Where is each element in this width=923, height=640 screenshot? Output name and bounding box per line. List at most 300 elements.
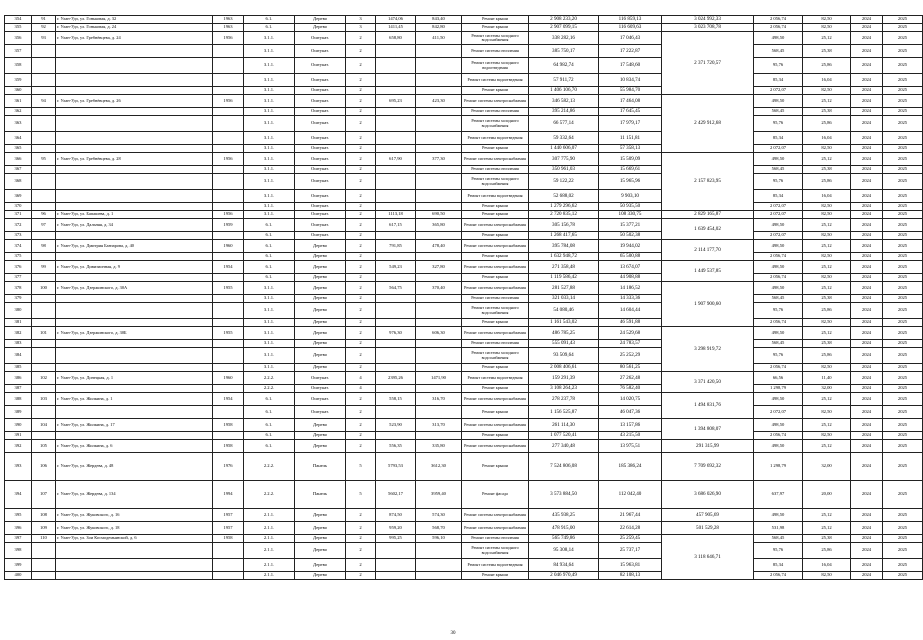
cell-work: Ремонт системы холодного водоотведения <box>462 58 529 74</box>
cell-cost: 52 688,02 <box>529 190 599 203</box>
cell-addr <box>56 108 213 116</box>
cell-work: Ремонт системы водоотведения <box>462 132 529 145</box>
cell-work: Ремонт крыши <box>462 453 529 481</box>
cell-y2: 2025 <box>883 295 923 303</box>
cell-y1: 2024 <box>851 372 883 385</box>
cell-y1: 2024 <box>851 116 883 132</box>
cell-n: 354 <box>5 16 32 24</box>
cell-unit: 498,50 <box>754 393 803 406</box>
cell-unit: 1 298,79 <box>754 385 803 393</box>
cell-addr <box>56 174 213 190</box>
cell-fl: 3 <box>346 24 376 32</box>
cell-work: Ремонт крыши <box>462 572 529 580</box>
cell-lim: 82,50 <box>803 16 851 24</box>
cell-total: 3 024 992,33 <box>662 16 754 24</box>
cell-a2 <box>416 174 462 190</box>
cell-fl: 2 <box>346 274 376 282</box>
cell-y1: 2024 <box>851 45 883 58</box>
cell-a2: 1471,90 <box>416 372 462 385</box>
cell-mat: Оштукат. <box>295 74 346 87</box>
cell-lim: 16,04 <box>803 74 851 87</box>
cell-a1 <box>376 274 416 282</box>
cell-spec: 14 604,44 <box>599 303 662 319</box>
table-row <box>5 219 923 232</box>
cell-lim: 82,50 <box>803 87 851 95</box>
cell-unit: 2 072,07 <box>754 145 803 153</box>
cell-year: 1963 <box>213 24 244 32</box>
cell-y2: 2025 <box>883 190 923 203</box>
cell-year <box>213 232 244 240</box>
cell-a1 <box>376 166 416 174</box>
cell-fl: 2 <box>346 174 376 190</box>
cell-mat: Дерево <box>295 261 346 274</box>
cell-a2: 596,10 <box>416 535 462 543</box>
cell-mat: Дерево <box>295 253 346 261</box>
cell-a1 <box>376 319 416 327</box>
cell-mat: Дерево <box>295 440 346 453</box>
cell-y2: 2025 <box>883 522 923 535</box>
cell-mat: Оштукат. <box>295 87 346 95</box>
cell-y2: 2025 <box>883 240 923 253</box>
cell-fl: 2 <box>346 253 376 261</box>
cell-spec: 185 386,24 <box>599 453 662 481</box>
cell-unit: 498,50 <box>754 327 803 340</box>
cell-n: 359 <box>5 74 32 87</box>
cell-fl: 2 <box>346 132 376 145</box>
table-row <box>5 190 923 203</box>
cell-a1 <box>376 543 416 559</box>
table-row <box>5 509 923 522</box>
table-row <box>5 203 923 211</box>
cell-unit: 95,76 <box>754 348 803 364</box>
cell-lim: 16,04 <box>803 190 851 203</box>
cell-mat: Оштукат. <box>295 153 346 166</box>
cell-n: 366 <box>5 153 32 166</box>
cell-y1: 2024 <box>851 481 883 509</box>
cell-year: 1959 <box>213 219 244 232</box>
cell-mat: Оштукат. <box>295 45 346 58</box>
cell-cost: 1 156 525,87 <box>529 406 599 419</box>
cell-spec: 22 614,28 <box>599 522 662 535</box>
cell-y2: 2025 <box>883 406 923 419</box>
cell-fl: 2 <box>346 190 376 203</box>
cell-spec: 17 046,43 <box>599 32 662 45</box>
cell-addr: г. Улан-Удэ, ул. Дзержинского, д. 30Б <box>56 327 213 340</box>
cell-h: 107 <box>32 481 56 509</box>
cell-lim: 25,86 <box>803 174 851 190</box>
cell-y2: 2025 <box>883 282 923 295</box>
cell-lim: 25,86 <box>803 58 851 74</box>
cell-cost: 350 961,03 <box>529 166 599 174</box>
cell-h: 105 <box>32 440 56 453</box>
cell-a1 <box>376 406 416 419</box>
cell-year: 1956 <box>213 153 244 166</box>
cell-cls: 3.1.1. <box>244 174 295 190</box>
cell-year <box>213 74 244 87</box>
table-row <box>5 232 923 240</box>
table-row <box>5 87 923 95</box>
cell-y1: 2024 <box>851 522 883 535</box>
cell-mat: Дерево <box>295 432 346 440</box>
cell-spec: 80 561,25 <box>599 364 662 372</box>
cell-unit: 95,76 <box>754 174 803 190</box>
cell-unit: 498,50 <box>754 32 803 45</box>
cell-a1: 556,35 <box>376 440 416 453</box>
cell-spec: 21 967,44 <box>599 509 662 522</box>
cell-work: Ремонт системы холодного водоснабжения <box>462 174 529 190</box>
cell-n: 371 <box>5 211 32 219</box>
cell-mat: Дерево <box>295 522 346 535</box>
cell-work: Ремонт крыши <box>462 385 529 393</box>
cell-total: 1 449 537,85 <box>662 261 754 282</box>
cell-y2: 2025 <box>883 219 923 232</box>
cell-work: Ремонт системы отопления <box>462 108 529 116</box>
cell-year: 1956 <box>213 95 244 108</box>
cell-n: 374 <box>5 240 32 253</box>
cell-n: 398 <box>5 543 32 559</box>
cell-fl: 5 <box>346 453 376 481</box>
cell-cost: 565 749,86 <box>529 535 599 543</box>
table-row <box>5 282 923 295</box>
cell-unit: 2 056,74 <box>754 432 803 440</box>
cell-year: 1954 <box>213 261 244 274</box>
cell-y1: 2024 <box>851 190 883 203</box>
cell-y2: 2025 <box>883 572 923 580</box>
cell-year: 1960 <box>213 372 244 385</box>
cell-n: 378 <box>5 282 32 295</box>
cell-fl: 2 <box>346 559 376 572</box>
table-row <box>5 535 923 543</box>
cell-work: Ремонт крыши <box>462 203 529 211</box>
cell-year: 1976 <box>213 453 244 481</box>
cell-cls: 3.1.1. <box>244 327 295 340</box>
cell-cost: 1 632 948,72 <box>529 253 599 261</box>
cell-a1 <box>376 58 416 74</box>
cell-unit: 2 056,74 <box>754 16 803 24</box>
cell-a2: 423,30 <box>416 95 462 108</box>
cell-total: 291 315,99 <box>662 440 754 453</box>
table-row <box>5 432 923 440</box>
cell-a2: 335,80 <box>416 440 462 453</box>
cell-y2: 2025 <box>883 87 923 95</box>
cell-y1: 2024 <box>851 543 883 559</box>
cell-a1 <box>376 572 416 580</box>
cell-a2: 411,50 <box>416 32 462 45</box>
cell-addr: г. Улан-Удэ, ул. Жердева, д. 134 <box>56 481 213 509</box>
cell-y1: 2024 <box>851 132 883 145</box>
cell-y2: 2025 <box>883 509 923 522</box>
cell-a2 <box>416 348 462 364</box>
cell-a2 <box>416 432 462 440</box>
cell-fl: 2 <box>346 303 376 319</box>
cell-n: 397 <box>5 535 32 543</box>
table-row <box>5 240 923 253</box>
cell-work: Ремонт крыши <box>462 274 529 282</box>
cell-y2: 2025 <box>883 211 923 219</box>
cell-total: 2 371 720,57 <box>662 32 754 95</box>
cell-addr: г. Улан-Удэ, ул. Гребнёвцева, д. 26 <box>56 95 213 108</box>
cell-y2: 2025 <box>883 303 923 319</box>
table-row <box>5 385 923 393</box>
cell-cls: 2.1.1. <box>244 535 295 543</box>
cell-h <box>32 253 56 261</box>
cell-lim: 25,12 <box>803 282 851 295</box>
cell-a1: 959,20 <box>376 522 416 535</box>
cell-spec: 19 944,02 <box>599 240 662 253</box>
cell-y1: 2024 <box>851 16 883 24</box>
cell-work: Ремонт системы отопления <box>462 295 529 303</box>
cell-cls: 3.1.1. <box>244 282 295 295</box>
cell-n: 386 <box>5 372 32 385</box>
cell-lim: 82,50 <box>803 211 851 219</box>
cell-a2: 574,30 <box>416 509 462 522</box>
cell-y2: 2025 <box>883 166 923 174</box>
cell-cls: 2.2.2. <box>244 372 295 385</box>
cell-addr <box>56 145 213 153</box>
cell-year <box>213 364 244 372</box>
cell-unit: 568,45 <box>754 166 803 174</box>
cell-cls: 6.1. <box>244 440 295 453</box>
cell-total: 1 494 831,76 <box>662 393 754 419</box>
cell-unit: 2 056,74 <box>754 319 803 327</box>
cell-lim: 25,12 <box>803 440 851 453</box>
table-row <box>5 319 923 327</box>
cell-a2 <box>416 385 462 393</box>
cell-y1: 2024 <box>851 319 883 327</box>
cell-year <box>213 432 244 440</box>
cell-mat: Оштукат. <box>295 116 346 132</box>
cell-spec: 15 377,21 <box>599 219 662 232</box>
cell-spec: 13 975,51 <box>599 440 662 453</box>
cell-lim: 25,12 <box>803 261 851 274</box>
table-row <box>5 364 923 372</box>
cell-work: Ремонт системы электроснабжения <box>462 95 529 108</box>
cell-mat: Дерево <box>295 319 346 327</box>
cell-y2: 2025 <box>883 393 923 406</box>
cell-y2: 2025 <box>883 145 923 153</box>
cell-h: 104 <box>32 419 56 432</box>
cell-unit: 2 072,07 <box>754 211 803 219</box>
cell-a2 <box>416 364 462 372</box>
cell-work: Ремонт крыши <box>462 211 529 219</box>
table-row <box>5 393 923 406</box>
cell-fl: 2 <box>346 211 376 219</box>
cell-addr <box>56 87 213 95</box>
cell-n: 392 <box>5 440 32 453</box>
cell-unit: 568,45 <box>754 295 803 303</box>
cell-cost: 321 033,14 <box>529 295 599 303</box>
cell-a2: 478,40 <box>416 240 462 253</box>
cell-h <box>32 319 56 327</box>
cell-cls: 2.1.1. <box>244 522 295 535</box>
cell-y1: 2024 <box>851 295 883 303</box>
cell-spec: 14 020,75 <box>599 393 662 406</box>
cell-unit: 498,50 <box>754 240 803 253</box>
cell-mat: Дерево <box>295 509 346 522</box>
cell-a1 <box>376 203 416 211</box>
cell-addr: г. Улан-Удэ, ул. Дивизионная, д. 9 <box>56 261 213 274</box>
cell-cost: 278 237,78 <box>529 393 599 406</box>
cell-total: 2 157 823,95 <box>662 153 754 211</box>
cell-addr <box>56 253 213 261</box>
cell-n: 361 <box>5 95 32 108</box>
cell-addr <box>56 406 213 419</box>
cell-addr <box>56 232 213 240</box>
cell-work: Ремонт крыши <box>462 432 529 440</box>
cell-a2 <box>416 572 462 580</box>
cell-year <box>213 340 244 348</box>
cell-unit: 568,45 <box>754 108 803 116</box>
cell-a1: 617,90 <box>376 153 416 166</box>
cell-lim: 20,00 <box>803 481 851 509</box>
cell-a1: 791,85 <box>376 240 416 253</box>
cell-spec: 24 529,68 <box>599 327 662 340</box>
cell-y1: 2024 <box>851 303 883 319</box>
cell-addr <box>56 543 213 559</box>
cell-cost: 555 091,43 <box>529 340 599 348</box>
cell-a2 <box>416 190 462 203</box>
cell-n: 358 <box>5 58 32 74</box>
cell-y2: 2025 <box>883 319 923 327</box>
cell-work: Ремонт системы отопления <box>462 45 529 58</box>
cell-spec: 25 737,17 <box>599 543 662 559</box>
cell-a2: 3959,40 <box>416 481 462 509</box>
cell-unit: 498,50 <box>754 282 803 295</box>
cell-addr: г. Улан-Удэ, ул. Гребнёвцева, д. 24 <box>56 32 213 45</box>
cell-n: 396 <box>5 522 32 535</box>
cell-n: 375 <box>5 253 32 261</box>
cell-n: 362 <box>5 108 32 116</box>
cell-n: 355 <box>5 24 32 32</box>
cell-unit: 498,50 <box>754 219 803 232</box>
cell-y2: 2025 <box>883 559 923 572</box>
cell-h <box>32 58 56 74</box>
cell-mat: Дерево <box>295 348 346 364</box>
table-row <box>5 572 923 580</box>
cell-fl: 2 <box>346 282 376 295</box>
cell-a1 <box>376 253 416 261</box>
cell-h: 106 <box>32 453 56 481</box>
cell-y2: 2025 <box>883 385 923 393</box>
cell-a2 <box>416 45 462 58</box>
cell-cls: 2.1.1. <box>244 572 295 580</box>
cell-a1: 995,25 <box>376 535 416 543</box>
table-row <box>5 522 923 535</box>
cell-fl: 2 <box>346 145 376 153</box>
cell-year: 1960 <box>213 240 244 253</box>
table-row <box>5 211 923 219</box>
cell-spec: 116 859,13 <box>599 16 662 24</box>
cell-spec: 50 935,50 <box>599 203 662 211</box>
table-row <box>5 153 923 166</box>
cell-a1: 2395,26 <box>376 372 416 385</box>
cell-cost: 2 720 835,12 <box>529 211 599 219</box>
cell-y1: 2024 <box>851 219 883 232</box>
cell-fl: 2 <box>346 432 376 440</box>
cell-n: 356 <box>5 32 32 45</box>
cell-fl: 2 <box>346 535 376 543</box>
cell-fl: 2 <box>346 87 376 95</box>
cell-spec: 17 548,60 <box>599 58 662 74</box>
cell-fl: 2 <box>346 153 376 166</box>
cell-mat: Дерево <box>295 535 346 543</box>
cell-cls: 6.1. <box>244 274 295 282</box>
cell-cls: 6.1. <box>244 24 295 32</box>
cell-fl: 2 <box>346 58 376 74</box>
cell-unit: 2 056,74 <box>754 274 803 282</box>
cell-a2: 316,70 <box>416 393 462 406</box>
cell-a2: 370,40 <box>416 282 462 295</box>
cell-y2: 2025 <box>883 419 923 432</box>
cell-year: 1994 <box>213 481 244 509</box>
cell-total: 3 023 708,78 <box>662 24 754 32</box>
cell-year <box>213 116 244 132</box>
table-row <box>5 303 923 319</box>
cell-fl: 2 <box>346 74 376 87</box>
cell-work: Ремонт системы холодного водоснабжения <box>462 32 529 45</box>
cell-addr <box>56 203 213 211</box>
cell-y2: 2025 <box>883 440 923 453</box>
cell-h: 92 <box>32 24 56 32</box>
cell-work: Ремонт системы электроснабжения <box>462 261 529 274</box>
cell-lim: 82,50 <box>803 364 851 372</box>
cell-h: 97 <box>32 219 56 232</box>
cell-n: 385 <box>5 364 32 372</box>
cell-fl: 2 <box>346 116 376 132</box>
cell-fl: 2 <box>346 543 376 559</box>
cell-cost: 57 911,72 <box>529 74 599 87</box>
cell-fl: 2 <box>346 108 376 116</box>
cell-y1: 2024 <box>851 145 883 153</box>
cell-n: 373 <box>5 232 32 240</box>
cell-mat: Панель <box>295 453 346 481</box>
cell-a1: 1474,06 <box>376 16 416 24</box>
cell-cost: 159 291,39 <box>529 372 599 385</box>
cell-mat: Дерево <box>295 295 346 303</box>
page-number: 30 <box>450 631 456 636</box>
cell-lim: 82,50 <box>803 253 851 261</box>
cell-cost: 395 214,86 <box>529 108 599 116</box>
cell-h: 91 <box>32 16 56 24</box>
table-body <box>5 16 923 580</box>
cell-total: 3 298 919,72 <box>662 327 754 372</box>
cell-spec: 25 252,29 <box>599 348 662 364</box>
cell-mat: Оштукат. <box>295 95 346 108</box>
cell-unit: 85,34 <box>754 132 803 145</box>
cell-lim: 25,86 <box>803 303 851 319</box>
cell-lim: 32,00 <box>803 453 851 481</box>
cell-cls: 3.1.1. <box>244 166 295 174</box>
table-row <box>5 543 923 559</box>
cell-spec: 44 908,88 <box>599 274 662 282</box>
cell-cost: 7 524 806,08 <box>529 453 599 481</box>
cell-a1: 976,30 <box>376 327 416 340</box>
cell-cls: 6.1. <box>244 432 295 440</box>
cell-fl: 2 <box>346 340 376 348</box>
cell-a1 <box>376 116 416 132</box>
cell-n: 367 <box>5 166 32 174</box>
cell-y1: 2024 <box>851 240 883 253</box>
cell-work: Ремонт крыши <box>462 232 529 240</box>
cell-mat: Оштукат. <box>295 385 346 393</box>
cell-unit: 95,76 <box>754 116 803 132</box>
cell-y1: 2024 <box>851 453 883 481</box>
cell-spec: 9 903,10 <box>599 190 662 203</box>
cell-cls: 3.1.1. <box>244 211 295 219</box>
cell-spec: 46 047,36 <box>599 406 662 419</box>
cell-cost: 281 527,88 <box>529 282 599 295</box>
cell-mat: Оштукат. <box>295 203 346 211</box>
